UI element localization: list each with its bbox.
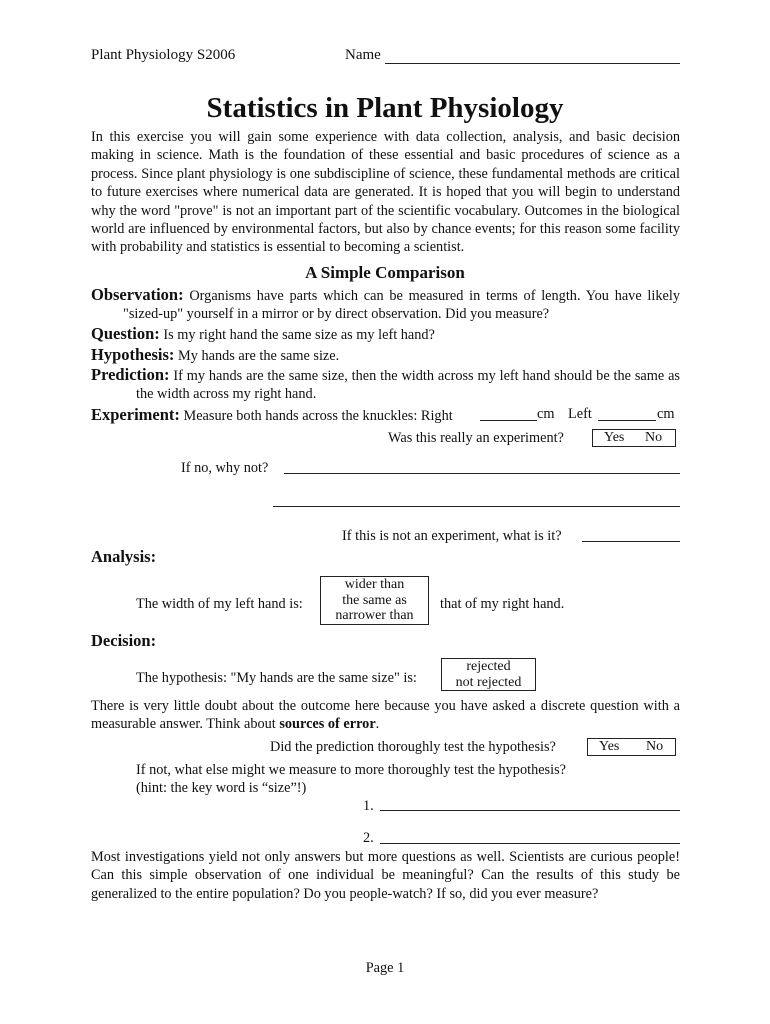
why-not-label: If no, why not? bbox=[181, 460, 269, 476]
hint-text: (hint: the key word is “size”!) bbox=[136, 780, 307, 796]
course-label: Plant Physiology S2006 bbox=[91, 47, 236, 63]
why-not-field-1[interactable] bbox=[284, 473, 680, 474]
observation-block bbox=[91, 286, 680, 324]
name-label: Name bbox=[345, 47, 381, 63]
item-2-field[interactable] bbox=[380, 843, 680, 844]
doubt-text: There is very little doubt about the outcome here because you have asked a discrete question with a measurable answer. Think about bbox=[91, 698, 680, 733]
section-heading: A Simple Comparison bbox=[305, 263, 465, 282]
no-option-2[interactable]: No bbox=[646, 739, 664, 754]
what-is-it-field[interactable] bbox=[582, 541, 680, 542]
yes-option[interactable]: Yes bbox=[604, 430, 625, 445]
page-number: Page 1 bbox=[365, 960, 405, 976]
option-same-as[interactable]: the same as bbox=[342, 592, 407, 608]
doubt-end: . bbox=[375, 716, 380, 733]
what-is-it-label: If this is not an experiment, what is it? bbox=[342, 528, 562, 544]
hypothesis-block bbox=[91, 345, 339, 365]
prediction-label: Prediction: bbox=[91, 365, 170, 384]
question-text: Is my right hand the same size as my left hand? bbox=[159, 327, 435, 343]
doubt-paragraph bbox=[91, 697, 680, 734]
observation-label: Observation: bbox=[91, 285, 184, 304]
page-title: Statistics in Plant Physiology bbox=[206, 92, 564, 124]
closing-paragraph: Most investigations yield not only answers but more questions as well. Scientists are curious people! Can this simple observation of one individual be meaningful? Can the results of this study be generalized to the entire population? Do you people-watch? If so, did you ever measure? bbox=[91, 849, 680, 902]
sources-of-error: sources of error bbox=[279, 716, 376, 733]
hypothesis-text: My hands are the same size. bbox=[174, 348, 340, 364]
analysis-prefix: The width of my left hand is: bbox=[136, 596, 303, 612]
why-not-field-2[interactable] bbox=[273, 506, 680, 507]
experiment-label: Experiment: bbox=[91, 405, 180, 424]
decision-options-box bbox=[441, 658, 536, 691]
question-block bbox=[91, 324, 435, 344]
prediction-text: If my hands are the same size, then the width across my left hand should be the same as the width across my right hand. bbox=[136, 368, 680, 403]
item-2-number: 2. bbox=[363, 830, 374, 846]
option-rejected[interactable]: rejected bbox=[466, 659, 511, 674]
experiment-text: Measure both hands across the knuckles: Right bbox=[179, 408, 453, 424]
experiment-block bbox=[91, 405, 453, 425]
decision-prefix: The hypothesis: "My hands are the same size" is: bbox=[136, 670, 417, 686]
prediction-block bbox=[91, 366, 680, 404]
intro-paragraph: In this exercise you will gain some experience with data collection, analysis, and basic decision making in science. Math is the foundation of these essential and basic procedures of science as a process. Since plant physiology is one subdiscipline of science, these fundamental methods are critical to future exercises where numerical data are generated. It is hoped that you will begin to understand why the word "prove" is not an important part of the scientific vocabulary. Outcomes in the biological world are influenced by environmental factors, but also by chance events; for this reason some facility with probability and statistics is essential to becoming a scientist. bbox=[91, 129, 680, 256]
left-label: Left bbox=[568, 406, 592, 422]
option-not-rejected[interactable]: not rejected bbox=[455, 674, 522, 690]
hypothesis-label: Hypothesis: bbox=[91, 345, 175, 364]
cm-unit-left: cm bbox=[657, 406, 675, 422]
option-narrower-than[interactable]: narrower than bbox=[335, 608, 414, 623]
analysis-heading: Analysis: bbox=[91, 547, 157, 566]
name-field[interactable] bbox=[385, 63, 680, 64]
prediction-question: Did the prediction thoroughly test the hypothesis? bbox=[270, 739, 556, 755]
yes-option-2[interactable]: Yes bbox=[599, 739, 620, 754]
if-not-text: If not, what else might we measure to more thoroughly test the hypothesis? bbox=[136, 762, 567, 778]
decision-heading: Decision: bbox=[91, 631, 157, 650]
item-1-number: 1. bbox=[363, 798, 374, 814]
right-hand-field[interactable] bbox=[480, 420, 537, 421]
cm-unit-right: cm bbox=[537, 406, 555, 422]
no-option[interactable]: No bbox=[645, 430, 663, 445]
item-1-field[interactable] bbox=[380, 810, 680, 811]
yes-no-box-experiment[interactable] bbox=[592, 429, 676, 447]
yes-no-box-prediction[interactable] bbox=[587, 738, 676, 756]
analysis-suffix: that of my right hand. bbox=[440, 596, 565, 612]
observation-text: Organisms have parts which can be measured in terms of length. You have likely "sized-up" yourself in a mirror or by direct observation. Did you measure? bbox=[123, 288, 680, 323]
left-hand-field[interactable] bbox=[598, 420, 656, 421]
option-wider-than[interactable]: wider than bbox=[344, 577, 405, 592]
experiment-question: Was this really an experiment? bbox=[388, 430, 564, 446]
analysis-options-box bbox=[320, 576, 429, 625]
question-label: Question: bbox=[91, 324, 160, 343]
